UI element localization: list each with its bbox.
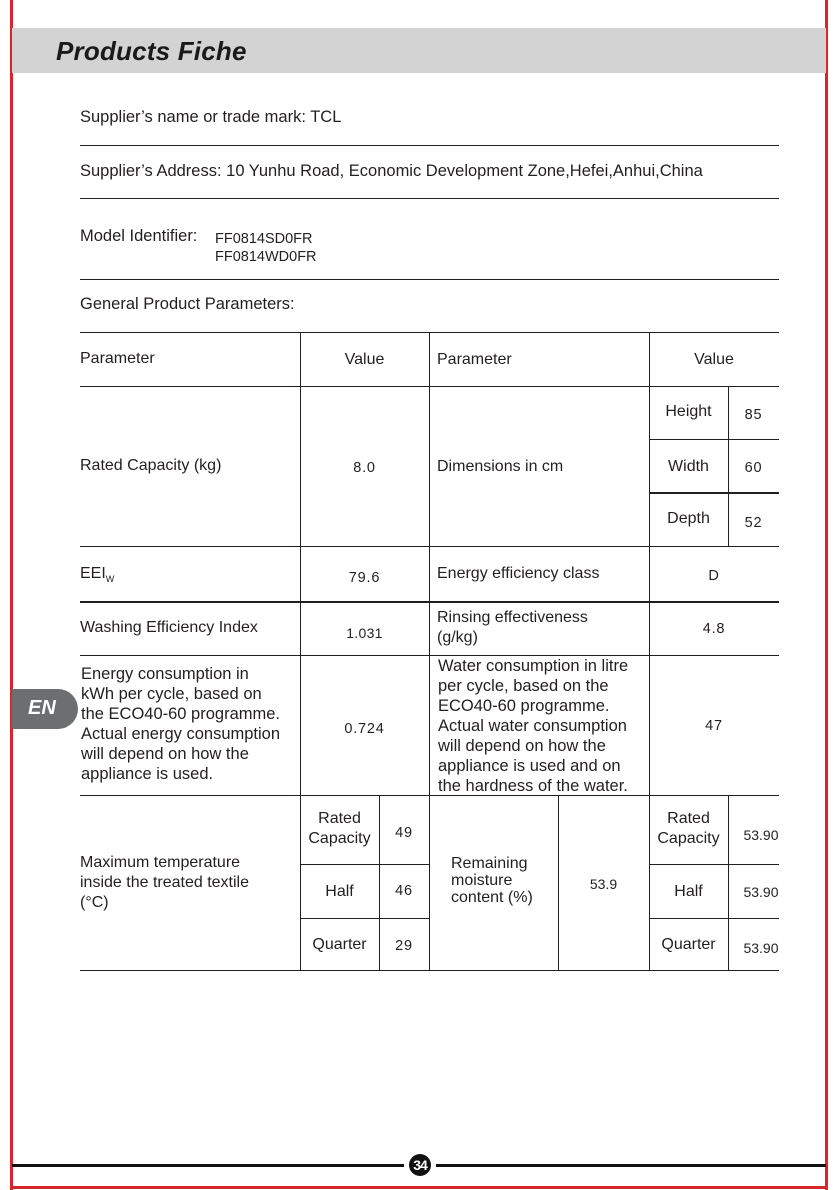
eeiw-value: 79.6 <box>348 570 381 586</box>
max-temperature-label: Maximum temperature inside the treated textile (°C) <box>80 854 249 911</box>
divider <box>80 145 779 146</box>
column-header-value: Value <box>344 351 385 368</box>
divider <box>80 198 779 199</box>
supplier-name: Supplier’s name or trade mark: TCL <box>80 108 342 126</box>
temp-rated-value: 49 <box>395 825 413 841</box>
page-border-left <box>10 0 13 1190</box>
rated-capacity-value: 8.0 <box>353 460 376 476</box>
energy-consumption-label: Energy consumption in kWh per cycle, based on the ECO40-60 programme. Actual energy consumption will depend on how the appliance is used. <box>81 665 281 783</box>
supplier-address: Supplier’s Address: 10 Yunhu Road, Economic Development Zone,Hefei,Anhui,China <box>80 162 703 180</box>
model-identifier-label: Model Identifier: <box>80 227 198 245</box>
model-id: FF0814SD0FR <box>215 231 313 247</box>
table-rule <box>649 492 779 494</box>
table-col-rule <box>300 332 301 970</box>
washing-index-value: 1.031 <box>346 625 383 641</box>
height-value: 85 <box>744 407 763 423</box>
water-consumption-label: Water consumption in litre per cycle, based on the ECO40-60 programme. Actual water consumption will depend on how the appliance is used and on the hardness of the water. <box>438 657 629 795</box>
table-rule <box>649 864 779 865</box>
water-consumption-value: 47 <box>705 718 723 734</box>
moisture-quarter-label: Quarter <box>661 936 716 953</box>
energy-consumption-value: 0.724 <box>344 721 385 737</box>
temp-quarter-label: Quarter <box>312 936 367 953</box>
eeiw-label: $EEI_W$ <box>80 565 115 585</box>
moisture-quarter-value: 53.90 <box>743 940 779 956</box>
footer-rule-left <box>12 1164 404 1167</box>
rated-capacity-label: Rated Capacity (kg) <box>80 457 222 474</box>
page-title: Products Fiche <box>56 36 247 66</box>
moisture-rated-value: 53.90 <box>743 827 779 843</box>
temp-half-value: 46 <box>395 883 413 899</box>
page-border-bottom <box>10 1186 828 1189</box>
rinsing-value: 4.8 <box>702 621 726 637</box>
column-header-parameter: Parameter <box>80 350 155 367</box>
column-header-parameter: Parameter <box>437 351 512 368</box>
section-title: General Product Parameters: <box>80 295 295 313</box>
language-tab-label: EN <box>28 697 56 719</box>
moisture-rated-label: Rated Capacity <box>657 810 720 847</box>
washing-index-label: Washing Efficiency Index <box>80 619 258 636</box>
page-number-badge: 34 <box>409 1154 431 1176</box>
temp-half-label: Half <box>325 883 354 900</box>
divider <box>80 279 779 280</box>
energy-class-value: D <box>708 568 720 584</box>
depth-value: 52 <box>744 515 763 531</box>
temp-rated-label: Rated Capacity <box>308 810 371 847</box>
remaining-moisture-label: Remaining moisture content (%) <box>451 855 533 906</box>
footer-rule-right <box>436 1164 826 1167</box>
temp-quarter-value: 29 <box>395 938 413 954</box>
width-label: Width <box>668 458 709 475</box>
model-id: FF0814WD0FR <box>215 249 317 265</box>
model-identifier-list <box>215 230 317 266</box>
table-rule <box>80 970 779 971</box>
dimensions-label: Dimensions in cm <box>437 458 564 475</box>
moisture-half-label: Half <box>674 883 703 900</box>
column-header-value: Value <box>694 351 734 368</box>
table-rule <box>300 864 429 865</box>
page-border-right <box>825 0 828 1190</box>
height-label: Height <box>665 403 712 420</box>
width-value: 60 <box>744 460 763 476</box>
table-col-rule <box>728 795 729 970</box>
table-rule <box>649 918 779 919</box>
depth-label: Depth <box>667 510 710 527</box>
table-rule <box>300 918 429 919</box>
table-rule <box>649 439 779 440</box>
moisture-half-value: 53.90 <box>743 884 779 900</box>
rinsing-label: Rinsing effectiveness (g/kg) <box>437 609 588 646</box>
energy-class-label: Energy efficiency class <box>437 565 600 582</box>
remaining-moisture-value: 53.9 <box>589 876 618 892</box>
table-col-rule <box>429 332 430 970</box>
